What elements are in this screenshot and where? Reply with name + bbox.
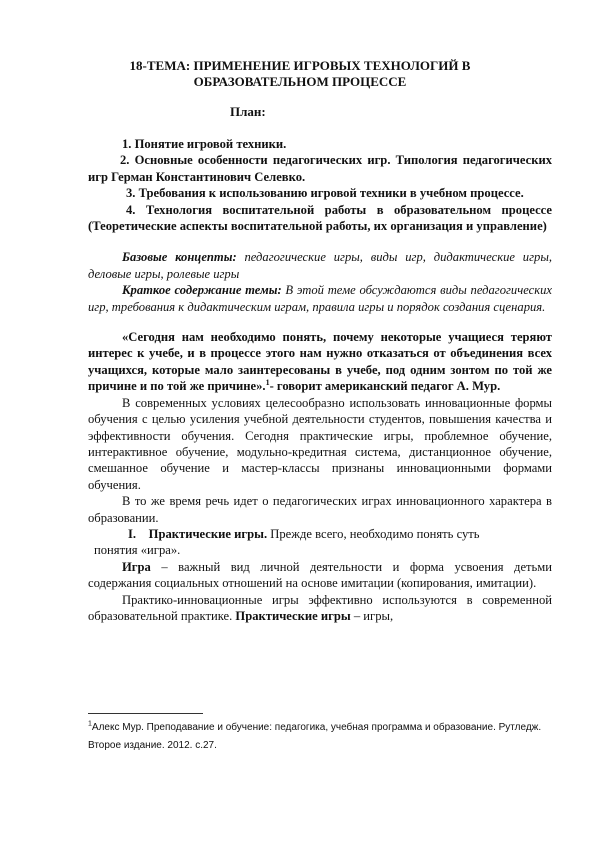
footnote-line-1: [88, 719, 552, 737]
section-text-continuation: понятия «игра».: [94, 543, 181, 558]
paragraph-pedagogical-games: В то же время речь идет о педагогических играх инновационного характера в образовании.: [88, 494, 552, 525]
summary-label: Краткое содержание темы:: [122, 283, 282, 298]
quote-paragraph: [88, 329, 552, 395]
footnote-text-1: Алекс Мур. Преподавание и обучение: педагогика, учебная программа и образование. Рутледж.: [91, 722, 542, 733]
plan-item-2: 2. Основные особенности педагогических игр. Типология педагогических игр Герман Константинович Селевко.: [88, 153, 552, 184]
practical-games-term: Практические игры: [235, 608, 351, 623]
section-text: Прежде всего, необходимо понять суть: [270, 526, 480, 541]
game-term: Игра: [122, 559, 151, 574]
plan-heading: План:: [230, 104, 266, 119]
spacer: [88, 234, 552, 249]
concepts-label: Базовые концепты:: [122, 250, 237, 265]
section-heading-paragraph: [88, 526, 552, 542]
plan-item-3: 3. Требования к использованию игровой техники в учебном процессе.: [126, 186, 524, 201]
section-title: Практические игры.: [148, 526, 268, 541]
quote-text: «Сегодня нам необходимо понять, почему некоторые учащиеся теряют интерес к учебе, и в процессе этого нам нужно отказаться от объединения всех учащихся, которые мало заинтересованы в учебе, под одним зонтом по той же причине и по той же причине».: [88, 330, 552, 394]
footnote: [88, 719, 552, 755]
paragraph-game-definition: [88, 559, 552, 592]
paragraph-practical-games: [88, 592, 552, 625]
practical-games-tail: – игры,: [353, 608, 394, 623]
footnote-reference[interactable]: 1: [265, 378, 270, 388]
footnote-line-2: Второе издание. 2012. с.27.: [88, 740, 217, 751]
footnote-separator: [88, 713, 203, 714]
footnote-mark: 1: [88, 720, 92, 728]
page-title: 18-ТЕМА: ПРИМЕНЕНИЕ ИГРОВЫХ ТЕХНОЛОГИЙ В ОБРАЗОВАТЕЛЬНОМ ПРОЦЕССЕ: [129, 58, 471, 89]
quote-attribution: - говорит американский педагог А. Мур.: [269, 379, 501, 394]
concepts-text: педагогические игры, виды игр, дидактические игры, деловые игры, ролевые игры: [88, 250, 552, 281]
plan-item-4: 4. Технология воспитательной работы в образовательном процессе (Теоретические аспекты воспитательной работы, их организация и управление): [88, 202, 552, 234]
paragraph-innovative-forms: В современных условиях целесообразно использовать инновационные формы обучения с целью усиления учебной деятельности студентов, повышения качества и эффективности обучения. Сегодня практические игры, проблемное обучение, интерактивное обучение, модульно-кредитная система, дистанционное обучение, смешанное обучение и мастер-классы признаны инновационными формами обучения.: [88, 395, 552, 492]
summary-text: В этой теме обсуждаются виды педагогических игр, требования к дидактическим играм, правила игры и порядок создания сценария.: [88, 283, 552, 314]
game-definition: – важный вид личной деятельности и форма усвоения детьми содержания социальных отношений на основе имитации (копирования, имитации).: [88, 559, 552, 591]
plan-item-1: 1. Понятие игровой техники.: [122, 137, 287, 151]
concepts-paragraph: [88, 249, 552, 282]
practical-games-lead: Практико-инновационные игры эффективно используются в современной образовательной практике.: [88, 592, 552, 623]
document-body: [88, 136, 552, 624]
spacer: [88, 315, 552, 329]
summary-paragraph: [88, 282, 552, 315]
section-number: I.: [128, 526, 137, 541]
